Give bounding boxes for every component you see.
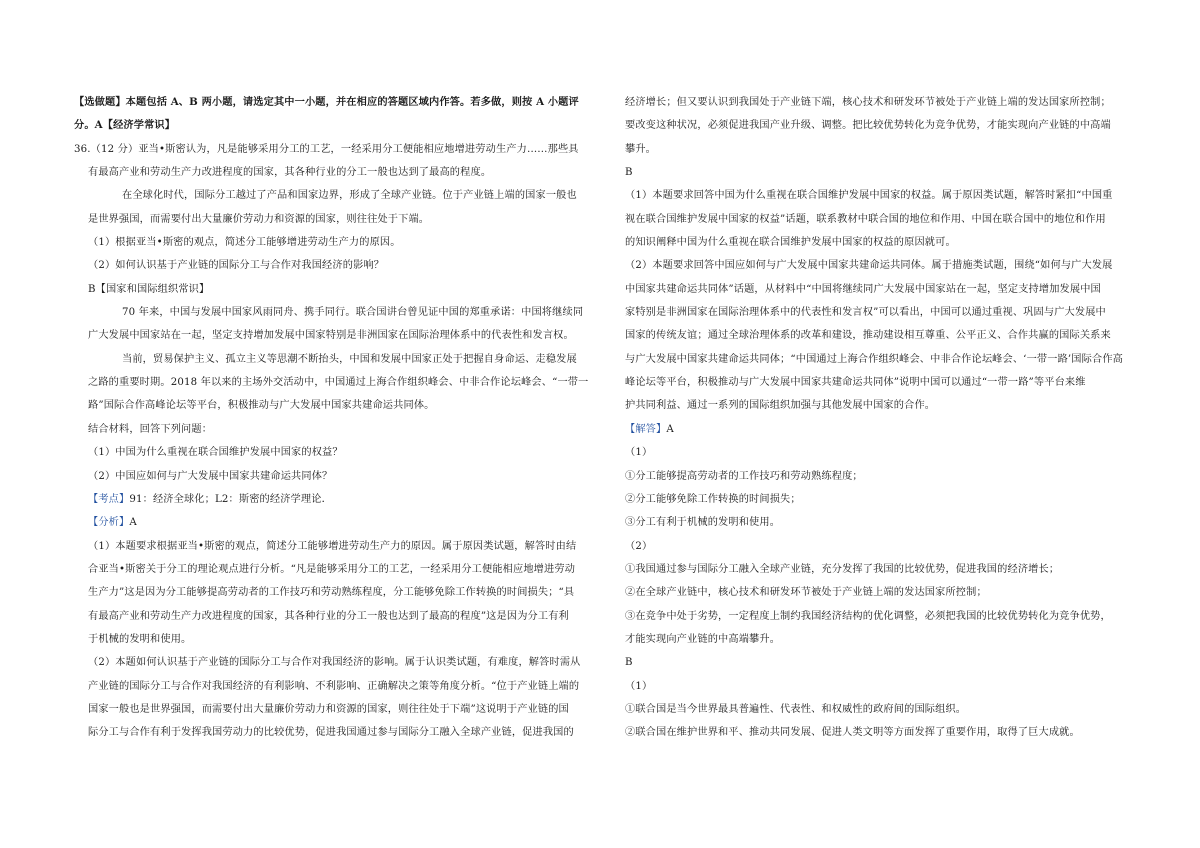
- text-line: [74, 394, 594, 417]
- text-line: [625, 535, 1143, 558]
- line-text: ①分工能够提高劳动者的工作技巧和劳动熟练程度；: [625, 470, 863, 482]
- text-line: [625, 581, 1143, 604]
- line-text: 36.（12 分）亚当•斯密认为，凡是能够采用分工的工艺，一经采用分工便能相应地增进劳动生产力……那些具: [74, 143, 579, 155]
- text-line: [625, 348, 1143, 371]
- text-line: [625, 511, 1143, 534]
- line-text: 中国家共建命运共同体”话题，从材料中“中国将继续同广大发展中国家站在一起，坚定支持增加发展中国: [625, 283, 1101, 295]
- right-column: [625, 91, 1143, 745]
- line-text: 91：经济全球化；L2：斯密的经济学理论．: [129, 493, 332, 505]
- text-line: [625, 698, 1143, 721]
- line-text: （1）本题要求回答中国为什么重视在联合国维护发展中国家的权益。属于原因类试题，解答时紧扣“中国重: [625, 190, 1113, 202]
- text-line: [625, 465, 1143, 488]
- text-line: [625, 231, 1143, 254]
- line-text: 路”国际合作高峰论坛等平台，积极推动与广大发展中国家共建命运共同体。: [88, 400, 435, 412]
- line-text: 在全球化时代，国际分工越过了产品和国家边界，形成了全球产业链。位于产业链上端的国家一般也: [122, 190, 577, 202]
- line-text: A: [129, 517, 137, 529]
- text-line: [625, 138, 1143, 161]
- line-text: 有最高产业和劳动生产力改进程度的国家，其各种行业的分工一般也达到了最高的程度”这是因为分工有利: [88, 610, 569, 622]
- text-line: [74, 441, 594, 464]
- text-line: [74, 324, 594, 347]
- line-text: B: [625, 167, 633, 179]
- line-text: 产业链的国际分工与合作对我国经济的有利影响、不利影响、正确解决之策等角度分析。“位于产业链上端的: [88, 680, 580, 692]
- text-line: [625, 418, 1143, 441]
- line-text: 才能实现向产业链的中高端攀升。: [625, 633, 781, 645]
- text-line: [625, 91, 1143, 114]
- text-line: [74, 651, 594, 674]
- line-text: B【国家和国际组织常识】: [88, 283, 210, 295]
- text-line: [625, 184, 1143, 207]
- line-text: 于机械的发明和使用。: [88, 633, 192, 645]
- text-line: [74, 418, 594, 441]
- text-line: [625, 324, 1143, 347]
- line-text: 有最高产业和劳动生产力改进程度的国家，其各种行业的分工一般也达到了最高的程度。: [88, 167, 492, 179]
- text-line: [74, 114, 594, 137]
- line-text: （2）: [625, 540, 653, 552]
- text-line: [74, 91, 594, 114]
- text-line: [625, 651, 1143, 674]
- line-text: （1）本题要求根据亚当•斯密的观点，简述分工能够增进劳动生产力的原因。属于原因类试题，解答时由结: [88, 540, 577, 552]
- line-text: （1）: [625, 447, 653, 459]
- text-line: [74, 371, 594, 394]
- line-text: ③分工有利于机械的发明和使用。: [625, 517, 781, 529]
- line-text: ②在全球产业链中，核心技术和研发环节被处于产业链上端的发达国家所控制；: [625, 587, 987, 599]
- section-label: 【考点】: [88, 493, 130, 505]
- text-line: [625, 254, 1143, 277]
- text-line: [625, 605, 1143, 628]
- line-text: ①联合国是当今世界最具普遍性、代表性、和权威性的政府间的国际组织。: [625, 703, 967, 715]
- line-text: 【选做题】本题包括 A、B 两小题，请选定其中一小题，并在相应的答题区域内作答。若多做，则按 A 小题评: [74, 96, 579, 108]
- line-text: A: [666, 423, 674, 435]
- text-line: [74, 161, 594, 184]
- text-line: [74, 184, 594, 207]
- text-line: [74, 254, 594, 277]
- line-text: 是世界强国，而需要付出大量廉价劳动力和资源的国家，则往往处于下端。: [88, 213, 430, 225]
- text-line: [74, 488, 594, 511]
- text-line: [74, 628, 594, 651]
- line-text: （2）本题如何认识基于产业链的国际分工与合作对我国经济的影响。属于认识类试题，有难度，解答时需从: [88, 657, 581, 669]
- line-text: 视在联合国维护发展中国家的权益”话题，联系教材中联合国的地位和作用、中国在联合国中的地位和作用: [625, 213, 1106, 225]
- line-text: （2）本题要求回答中国应如何与广大发展中国家共建命运共同体。属于措施类试题，围绕“如何与广大发展: [625, 260, 1113, 272]
- text-line: [74, 465, 594, 488]
- line-text: 的知识阐释中国为什么重视在联合国维护发展中国家的权益的原因就可。: [625, 237, 956, 249]
- line-text: 家特别是非洲国家在国际治理体系中的代表性和发言权”可以看出，中国可以通过重视、巩固与广大发展中: [625, 307, 1106, 319]
- text-line: [74, 511, 594, 534]
- text-line: [625, 628, 1143, 651]
- text-line: [625, 208, 1143, 231]
- line-text: ①我国通过参与国际分工融入全球产业链，充分发挥了我国的比较优势，促进我国的经济增长；: [625, 563, 1060, 575]
- line-text: 护共同利益、通过一系列的国际组织加强与其他发展中国家的合作。: [625, 400, 936, 412]
- line-text: （2）如何认识基于产业链的国际分工与合作对我国经济的影响？: [88, 260, 385, 272]
- line-text: 合亚当•斯密关于分工的理论观点进行分析。“凡是能够采用分工的工艺，一经采用分工便能相应地增进劳动: [88, 563, 576, 575]
- text-line: [625, 721, 1143, 744]
- line-text: 广大发展中国家站在一起，坚定支持增加发展中国家特别是非洲国家在国际治理体系中的代表性和发言权。: [88, 330, 574, 342]
- line-text: 分。A【经济学常识】: [74, 119, 176, 132]
- line-text: B: [625, 657, 633, 669]
- text-line: [74, 301, 594, 324]
- text-line: [625, 441, 1143, 464]
- text-line: [74, 698, 594, 721]
- text-line: [74, 138, 594, 161]
- line-text: 结合材料，回答下列问题：: [88, 423, 213, 435]
- line-text: 国家的传统友谊；通过全球治理体系的改革和建设，推动建设相互尊重、公平正义、合作共赢的国际关系来: [625, 330, 1111, 342]
- text-line: [74, 208, 594, 231]
- line-text: 峰论坛等平台，积极推动与广大发展中国家共建命运共同体”说明中国可以通过“一带一路”等平台来维: [625, 377, 1086, 389]
- text-line: [74, 605, 594, 628]
- line-text: （2）中国应如何与广大发展中国家共建命运共同体？: [88, 470, 333, 482]
- line-text: 国家一般也是世界强国，而需要付出大量廉价劳动力和资源的国家，则往往处于下端”这说明于产业链的国: [88, 703, 569, 715]
- text-line: [625, 301, 1143, 324]
- text-line: [625, 161, 1143, 184]
- text-line: [74, 535, 594, 558]
- line-text: （1）: [625, 680, 653, 692]
- text-line: [74, 558, 594, 581]
- text-line: [74, 348, 594, 371]
- text-line: [625, 488, 1143, 511]
- text-line: [625, 278, 1143, 301]
- section-label: 【分析】: [88, 517, 130, 529]
- line-text: 当前，贸易保护主义、孤立主义等思潮不断抬头，中国和发展中国家正处于把握自身命运、走稳发展: [122, 353, 577, 365]
- text-line: [74, 675, 594, 698]
- line-text: ③在竞争中处于劣势，一定程度上制约我国经济结构的优化调整，必须把我国的比较优势转化为竞争优势，: [625, 610, 1111, 622]
- text-line: [625, 558, 1143, 581]
- line-text: 攀升。: [625, 143, 657, 155]
- line-text: 经济增长；但又要认识到我国处于产业链下端，核心技术和研发环节被处于产业链上端的发达国家所控制；: [625, 97, 1111, 108]
- text-line: [74, 581, 594, 604]
- text-line: [625, 371, 1143, 394]
- text-line: [625, 394, 1143, 417]
- line-text: 生产力”这是因为分工能够提高劳动者的工作技巧和劳动熟练程度，分工能够免除工作转换的时间损失；“具: [88, 587, 575, 599]
- left-column: [74, 91, 594, 745]
- line-text: ②分工能够免除工作转换的时间损失；: [625, 493, 801, 505]
- text-line: [74, 278, 594, 301]
- line-text: （1）根据亚当•斯密的观点，简述分工能够增进劳动生产力的原因。: [88, 237, 401, 249]
- text-line: [74, 231, 594, 254]
- line-text: （1）中国为什么重视在联合国维护发展中国家的权益？: [88, 447, 343, 459]
- line-text: 要改变这种状况，必须促进我国产业升级、调整。把比较优势转化为竞争优势，才能实现向产业链的中高端: [625, 120, 1111, 132]
- line-text: ②联合国在维护世界和平、推动共同发展、促进人类文明等方面发挥了重要作用，取得了巨大成就。: [625, 727, 1080, 739]
- line-text: 70 年来，中国与发展中国家风雨同舟、携手同行。联合国讲台曾见证中国的郑重承诺：中国将继续同: [122, 307, 584, 319]
- section-label: 【解答】: [625, 423, 667, 435]
- text-line: [625, 675, 1143, 698]
- line-text: 之路的重要时期。2018 年以来的主场外交活动中，中国通过上海合作组织峰会、中非合作论坛峰会、“一带一: [88, 377, 589, 389]
- line-text: 际分工与合作有利于发挥我国劳动力的比较优势，促进我国通过参与国际分工融入全球产业链，促进我国的: [88, 727, 574, 739]
- line-text: 与广大发展中国家共建命运共同体；“中国通过上海合作组织峰会、中非合作论坛峰会、‘一带一路’国际合作高: [625, 353, 1123, 365]
- text-line: [625, 114, 1143, 137]
- text-line: [74, 721, 594, 744]
